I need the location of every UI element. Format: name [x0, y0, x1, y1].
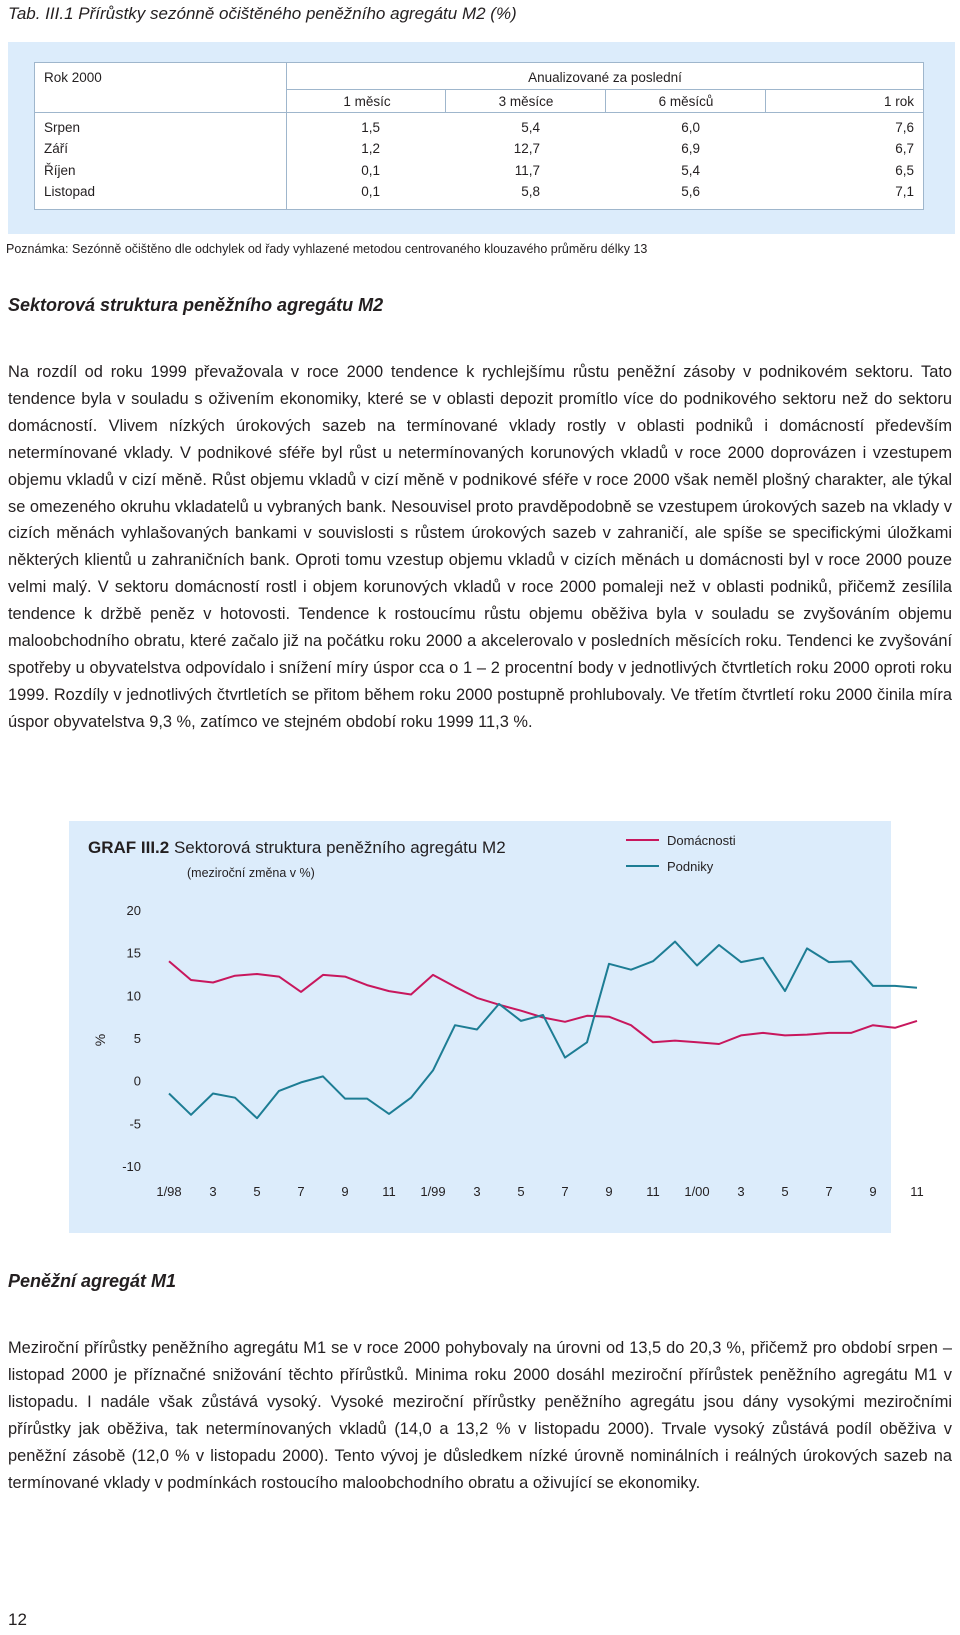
- x-tick-label: 1/00: [684, 1184, 710, 1199]
- y-axis: [92, 903, 141, 1174]
- table-cell: 1,5: [361, 120, 380, 135]
- x-tick-label: 7: [825, 1184, 833, 1199]
- table-row-label: Srpen: [44, 120, 81, 135]
- x-tick-label: 5: [781, 1184, 789, 1199]
- x-tick-label: 7: [561, 1184, 569, 1199]
- table-cell: 1,2: [361, 141, 380, 156]
- y-axis-label: %: [92, 1033, 108, 1047]
- table-cell: 11,7: [514, 163, 540, 178]
- table-cell: 7,6: [895, 120, 914, 135]
- chart-legend: [626, 833, 736, 874]
- y-tick-label: -10: [122, 1159, 141, 1174]
- series-line-domacnosti: [169, 961, 917, 1044]
- table-group-header: Anualizované za poslední: [528, 70, 682, 85]
- table-row-label: Září: [44, 141, 69, 156]
- x-tick-label: 3: [209, 1184, 217, 1199]
- section-heading-m1: Peněžní agregát M1: [8, 1271, 177, 1291]
- table-cell: 6,7: [895, 141, 914, 156]
- table-cell: 5,8: [521, 184, 540, 199]
- x-tick-label: 3: [473, 1184, 481, 1199]
- y-tick-label: 20: [126, 903, 141, 918]
- chart-series: [169, 942, 917, 1119]
- y-tick-label: 5: [133, 1031, 141, 1046]
- table-cell: 5,6: [681, 184, 700, 199]
- line-chart: [69, 821, 924, 1233]
- x-tick-label: 1/98: [156, 1184, 182, 1199]
- table-col-divider: [445, 89, 446, 113]
- y-tick-label: 10: [126, 988, 141, 1004]
- section-text-m2: [8, 359, 952, 736]
- paragraph: Meziroční přírůstky peněžního agregátu M1 se v roce 2000 pohybovaly na úrovni od 13,5 do 20,3 %, přičemž pro období srpen – listopad 2000 je příznačné snižování těchto přírůstků. Minima roku 2000 dosáhl meziroční přírůstek peněžního agregátu M1 v listopadu. I nadále však zůstává vysoký. Vysoké meziroční přírůstky peněžního agregátu jsou dány vysokými meziročními přírůstky jak oběživa, tak netermínovaných vkladů (14,0 a 13,2 % v listopadu 2000). Trvale vysoký zůstává podíl oběživa v peněžní zásobě (12,0 % v listopadu 2000). Tento vývoj je důsledkem nízké úrovně nominálních i reálných úrokových sazeb na termínované vklady v podmínkách rostoucího maloobchodního obratu a oživující se ekonomiky.: [8, 1339, 952, 1492]
- x-tick-label: 11: [910, 1184, 924, 1199]
- table-border-left: [34, 62, 35, 210]
- table-cell: 7,1: [895, 184, 914, 199]
- table-corner-label: Rok 2000: [44, 70, 102, 85]
- table-border-bottom: [34, 209, 924, 210]
- table-row-label: Říjen: [44, 163, 76, 178]
- table-cell: 6,0: [681, 120, 700, 135]
- x-tick-label: 9: [341, 1184, 349, 1199]
- x-tick-label: 9: [869, 1184, 877, 1199]
- table-column-header: 6 měsíců: [658, 94, 714, 109]
- x-tick-label: 11: [646, 1184, 660, 1199]
- x-tick-label: 3: [737, 1184, 745, 1199]
- table-col-divider: [765, 89, 766, 113]
- section-text-m1: [8, 1335, 952, 1496]
- table-row-label: Listopad: [44, 184, 96, 199]
- table-cell: 5,4: [681, 163, 700, 178]
- chart-subtitle: (meziroční změna v %): [187, 866, 315, 880]
- table-cell: 6,9: [681, 141, 700, 156]
- x-tick-label: 7: [297, 1184, 305, 1199]
- table-note: Poznámka: Sezónně očištěno dle odchylek od řady vyhlazené metodou centrovaného klouzavého průměru délky 13: [6, 242, 648, 256]
- series-line-podniky: [169, 942, 917, 1119]
- table-cell: 5,4: [521, 120, 540, 135]
- table-cell: 12,7: [513, 141, 540, 156]
- legend-label: Podniky: [667, 859, 714, 874]
- x-tick-label: 11: [382, 1184, 396, 1199]
- table-column-header: 1 rok: [883, 94, 914, 109]
- y-tick-label: -5: [129, 1116, 141, 1132]
- table-title: Tab. III.1 Přírůstky sezónně očištěného peněžního agregátu M2 (%): [8, 4, 517, 23]
- x-tick-label: 5: [253, 1184, 261, 1199]
- x-tick-label: 9: [605, 1184, 613, 1199]
- table-cell: 0,1: [361, 163, 380, 178]
- chart-title-text: Sektorová struktura peněžního agregátu M2: [173, 838, 506, 857]
- section-heading-m2: Sektorová struktura peněžního agregátu M2: [8, 295, 384, 315]
- table-header-rule: [34, 112, 924, 113]
- table-column-header: 1 měsíc: [343, 94, 391, 109]
- y-tick-label: 15: [126, 945, 141, 961]
- x-tick-label: 1/99: [420, 1184, 446, 1199]
- page-number: 12: [8, 1610, 27, 1629]
- x-tick-label: 5: [517, 1184, 525, 1199]
- table-cell: 6,5: [895, 163, 914, 178]
- paragraph: Na rozdíl od roku 1999 převažovala v roce 2000 tendence k rychlejšímu růstu peněžní zásoby v podnikovém sektoru. Tato tendence byla v souladu s oživením ekonomiky, které se v oblasti depozit promítlo více do podnikového sektoru než do sektoru domácností. Vlivem nízkých úrokových sazeb na termínované vklady rostly v oblasti podniků i domácností především netermínované vklady. V podnikové sféře byl růst u netermínovaných korunových vkladů v roce 2000 doprovázen i vzestupem objemu vkladů v cizí měně. Růst objemu vkladů v cizí měně v podnikové sféře v roce 2000 však neměl plošný charakter, ale týkal se omezeného okruhu vkladatelů u vybraných bank. Nesouvisel proto pravděpodobně se vzestupem úrokových sazeb na vklady v cizích měnách vyhlašovaných bankami v souvislosti s růstem úrokových sazeb v zahraničí, ale spíše se specifickými úložkami některých klientů u zahraničních bank. Oproti tomu vzestup objemu vkladů v cizích měnách u domácnosti byl v roce 2000 pouze velmi malý. V sektoru domácností rostl i objem korunových vkladů v roce 2000 pomaleji než v oblasti podniků, přičemž zesílila tendence k držbě peněz v hotovosti. Tendence k rostoucímu růstu objemu oběživa byla v souladu se zvyšováním objemu maloobchodního obratu, které začalo již na počátku roku 2000 a akcelerovalo v posledních měsících roku. Tendenci ke zvyšování spotřeby u obyvatelstva odpovídalo i snížení míry úspor cca o 1 – 2 procentní body v jednotlivých čtvrtletích roku 2000 oproti roku 1999. Rozdíly v jednotlivých čtvrtletích se přitom během roku 2000 postupně prohlubovaly. Ve třetím čtvrtletí roku 2000 činila míra úspor obyvatelstva 9,3 %, zatímco ve stejném období roku 1999 11,3 %.: [8, 363, 952, 731]
- table-col-divider: [605, 89, 606, 113]
- y-tick-label: 0: [133, 1073, 141, 1089]
- chart-title-number: GRAF III.2: [88, 838, 170, 857]
- table-cell: 0,1: [361, 184, 380, 199]
- table-column-header: 3 měsíce: [498, 94, 554, 109]
- table-border-top: [34, 62, 924, 63]
- x-axis: [156, 1184, 923, 1199]
- legend-label: Domácnosti: [667, 833, 736, 848]
